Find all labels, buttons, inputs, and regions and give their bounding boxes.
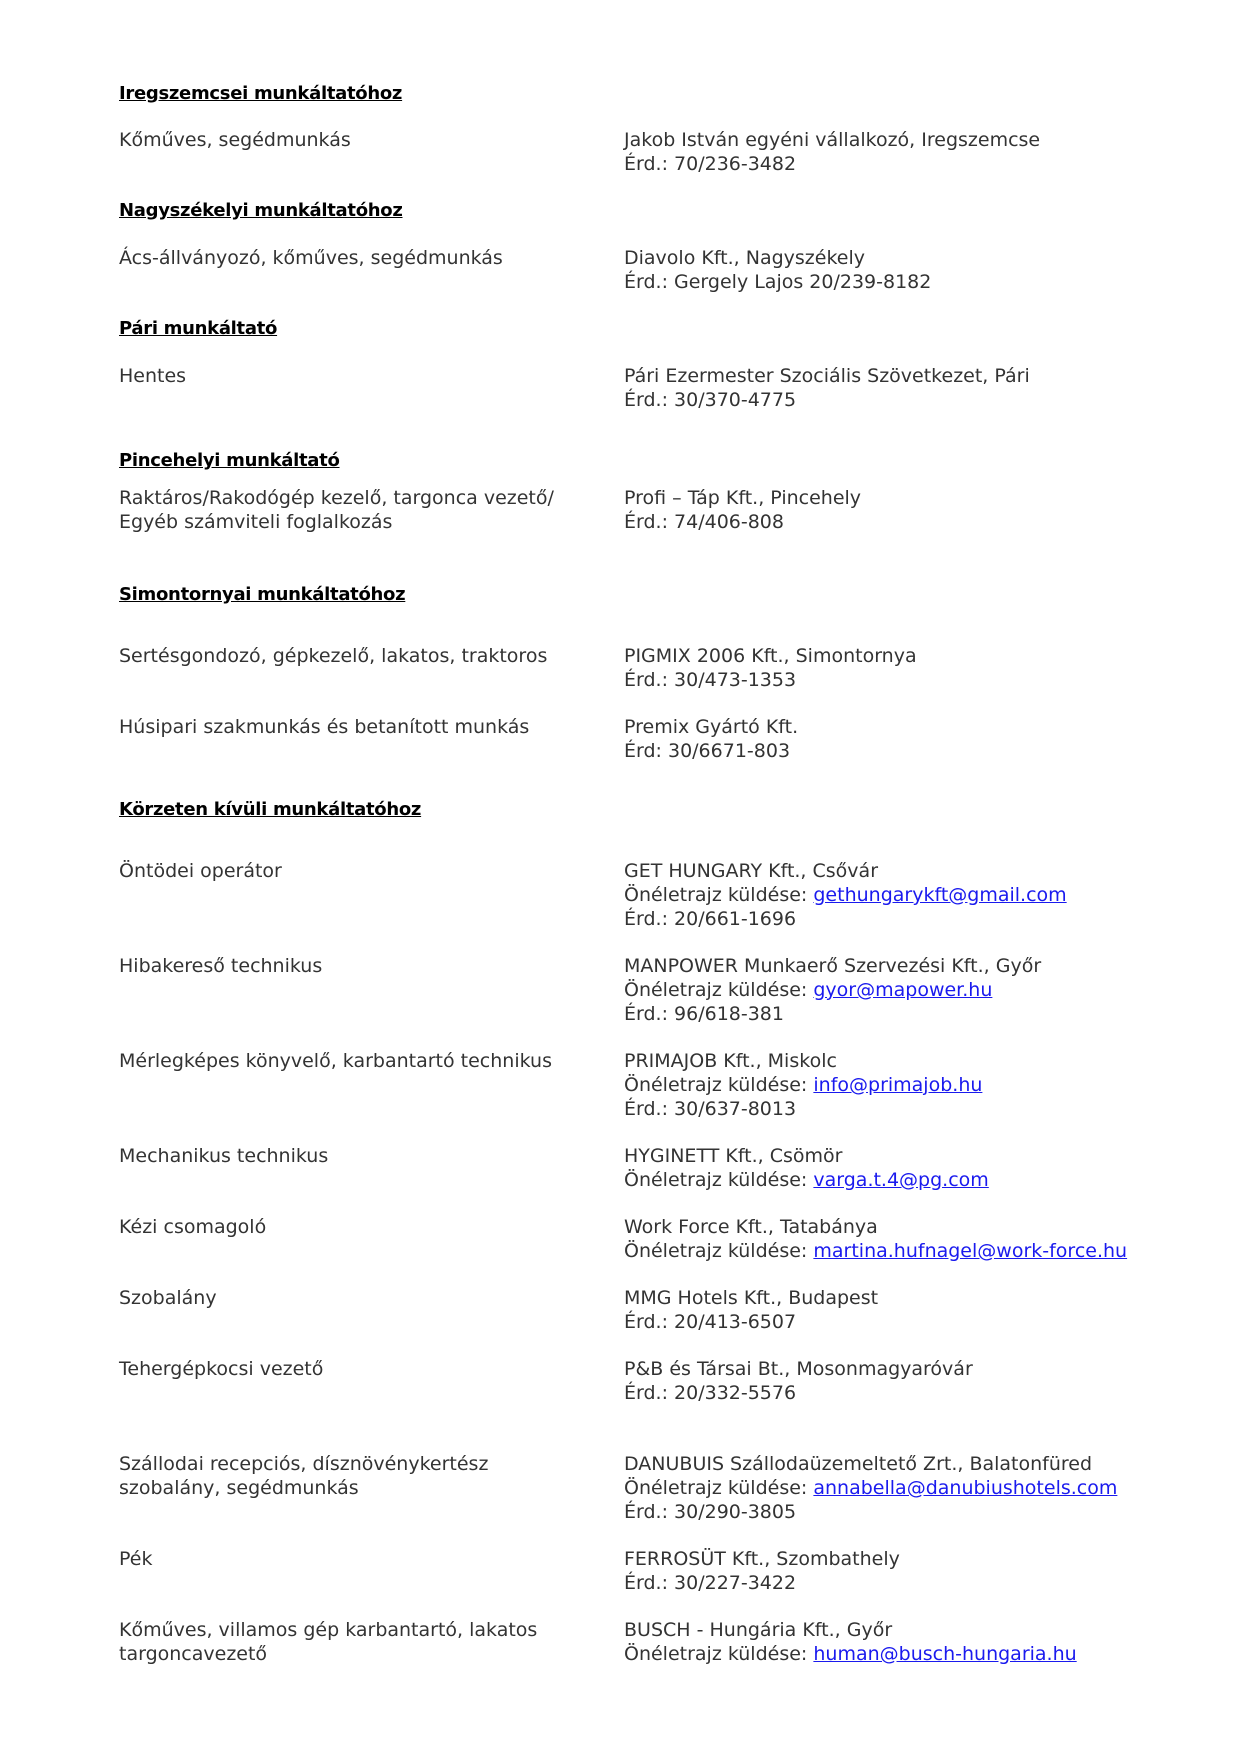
- job-position: [119, 954, 322, 978]
- employer-info: [624, 1452, 1117, 1524]
- section-heading: Pincehelyi munkáltató: [119, 450, 340, 471]
- employer-info: [624, 486, 861, 534]
- job-position: [119, 486, 554, 534]
- job-position-line: Hentes: [119, 365, 187, 387]
- employer-name: Jakob István egyéni vállalkozó, Iregszemcse: [624, 129, 1041, 151]
- employer-info: [624, 1215, 1127, 1263]
- job-position: [119, 364, 186, 388]
- employer-name: Pári Ezermester Szociális Szövetkezet, Pári: [624, 365, 1030, 387]
- cv-line: [624, 1642, 1077, 1666]
- employer-info: [624, 1286, 878, 1334]
- job-position-line: Öntödei operátor: [119, 860, 282, 882]
- job-position-line: Egyéb számviteli foglalkozás: [119, 511, 393, 533]
- contact-phone: Érd.: 20/661-1696: [624, 908, 797, 930]
- employer-info: [624, 1618, 1077, 1666]
- contact-phone: Érd.: 74/406-808: [624, 511, 784, 533]
- job-position-line: Mechanikus technikus: [119, 1145, 329, 1167]
- employer-name: PRIMAJOB Kft., Miskolc: [624, 1050, 837, 1072]
- contact-phone: Érd.: 96/618-381: [624, 1003, 784, 1025]
- contact-phone: Érd.: 30/637-8013: [624, 1098, 797, 1120]
- job-position: [119, 1452, 488, 1500]
- employer-info: [624, 364, 1030, 412]
- email-link[interactable]: info@primajob.hu: [813, 1074, 983, 1096]
- employer-info: [624, 1547, 900, 1595]
- employer-info: [624, 644, 917, 692]
- job-position-line: Szállodai recepciós, dísznövénykertész: [119, 1453, 489, 1475]
- cv-label: Önéletrajz küldése:: [624, 1074, 814, 1096]
- job-position: [119, 1144, 328, 1168]
- contact-phone: Érd.: 30/227-3422: [624, 1572, 797, 1594]
- cv-label: Önéletrajz küldése:: [624, 1477, 814, 1499]
- contact-phone: Érd: 30/6671-803: [624, 740, 791, 762]
- job-position: [119, 715, 529, 739]
- email-link[interactable]: varga.t.4@pg.com: [813, 1169, 989, 1191]
- cv-label: Önéletrajz küldése:: [624, 979, 814, 1001]
- cv-label: Önéletrajz küldése:: [624, 1240, 814, 1262]
- employer-name: Work Force Kft., Tatabánya: [624, 1216, 878, 1238]
- job-position: [119, 246, 503, 270]
- contact-phone: Érd.: 20/332-5576: [624, 1382, 797, 1404]
- job-position-line: Tehergépkocsi vezető: [119, 1358, 324, 1380]
- contact-phone: Érd.: 30/290-3805: [624, 1501, 797, 1523]
- job-position: [119, 1547, 152, 1571]
- cv-label: Önéletrajz küldése:: [624, 1169, 814, 1191]
- email-link[interactable]: annabella@danubiushotels.com: [813, 1477, 1118, 1499]
- cv-line: [624, 1476, 1117, 1500]
- employer-name: Diavolo Kft., Nagyszékely: [624, 247, 866, 269]
- email-link[interactable]: gyor@mapower.hu: [813, 979, 993, 1001]
- cv-label: Önéletrajz küldése:: [624, 884, 814, 906]
- employer-name: Profi – Táp Kft., Pincehely: [624, 487, 862, 509]
- employer-name: GET HUNGARY Kft., Csővár: [624, 860, 879, 882]
- job-position-line: Sertésgondozó, gépkezelő, lakatos, traktoros: [119, 645, 548, 667]
- email-link[interactable]: martina.hufnagel@work-force.hu: [813, 1240, 1128, 1262]
- job-position-line: Kőműves, segédmunkás: [119, 129, 351, 151]
- cv-line: [624, 883, 1067, 907]
- job-position-line: Hibakereső technikus: [119, 955, 323, 977]
- section-heading: Simontornyai munkáltatóhoz: [119, 584, 406, 605]
- employer-name: MANPOWER Munkaerő Szervezési Kft., Győr: [624, 955, 1042, 977]
- employer-info: [624, 954, 1041, 1026]
- job-position-line: Szobalány: [119, 1287, 217, 1309]
- job-position-line: Kézi csomagoló: [119, 1216, 267, 1238]
- section-heading: Iregszemcsei munkáltatóhoz: [119, 83, 403, 104]
- cv-line: [624, 1073, 982, 1097]
- employer-name: PIGMIX 2006 Kft., Simontornya: [624, 645, 917, 667]
- employer-name: BUSCH - Hungária Kft., Győr: [624, 1619, 893, 1641]
- email-link[interactable]: human@busch-hungaria.hu: [813, 1643, 1077, 1665]
- employer-info: [624, 1357, 973, 1405]
- contact-phone: Érd.: 30/473-1353: [624, 669, 797, 691]
- job-position-line: Raktáros/Rakodógép kezelő, targonca vezető/: [119, 487, 554, 509]
- job-position-line: Pék: [119, 1548, 153, 1570]
- job-position: [119, 1286, 217, 1310]
- section-heading: Nagyszékelyi munkáltatóhoz: [119, 200, 403, 221]
- employer-name: HYGINETT Kft., Csömör: [624, 1145, 843, 1167]
- employer-name: DANUBUIS Szállodaüzemeltető Zrt., Balatonfüred: [624, 1453, 1093, 1475]
- employer-info: [624, 1144, 989, 1192]
- section-heading: Pári munkáltató: [119, 318, 278, 339]
- employer-info: [624, 1049, 982, 1121]
- employer-name: MMG Hotels Kft., Budapest: [624, 1287, 879, 1309]
- contact-phone: Érd.: 70/236-3482: [624, 153, 797, 175]
- job-position: [119, 644, 547, 668]
- cv-line: [624, 978, 1041, 1002]
- contact-phone: Érd.: 20/413-6507: [624, 1311, 797, 1333]
- employer-name: P&B és Társai Bt., Mosonmagyaróvár: [624, 1358, 973, 1380]
- job-position-line: Ács-állványozó, kőműves, segédmunkás: [119, 247, 503, 269]
- job-position-line: szobalány, segédmunkás: [119, 1477, 359, 1499]
- job-position: [119, 128, 351, 152]
- employer-info: [624, 715, 798, 763]
- cv-line: [624, 1168, 989, 1192]
- employer-info: [624, 246, 931, 294]
- job-position: [119, 859, 282, 883]
- contact-phone: Érd.: Gergely Lajos 20/239-8182: [624, 271, 932, 293]
- cv-label: Önéletrajz küldése:: [624, 1643, 814, 1665]
- job-position: [119, 1049, 552, 1073]
- employer-name: Premix Gyártó Kft.: [624, 716, 799, 738]
- email-link[interactable]: gethungarykft@gmail.com: [813, 884, 1067, 906]
- employer-info: [624, 859, 1067, 931]
- section-heading: Körzeten kívüli munkáltatóhoz: [119, 799, 422, 820]
- job-position-line: targoncavezető: [119, 1643, 268, 1665]
- job-position-line: Húsipari szakmunkás és betanított munkás: [119, 716, 530, 738]
- cv-line: [624, 1239, 1127, 1263]
- job-position: [119, 1215, 266, 1239]
- contact-phone: Érd.: 30/370-4775: [624, 389, 797, 411]
- employer-info: [624, 128, 1040, 176]
- job-position-line: Mérlegképes könyvelő, karbantartó technikus: [119, 1050, 552, 1072]
- job-position: [119, 1618, 537, 1666]
- job-position: [119, 1357, 323, 1381]
- employer-name: FERROSÜT Kft., Szombathely: [624, 1548, 900, 1570]
- job-position-line: Kőműves, villamos gép karbantartó, lakatos: [119, 1619, 538, 1641]
